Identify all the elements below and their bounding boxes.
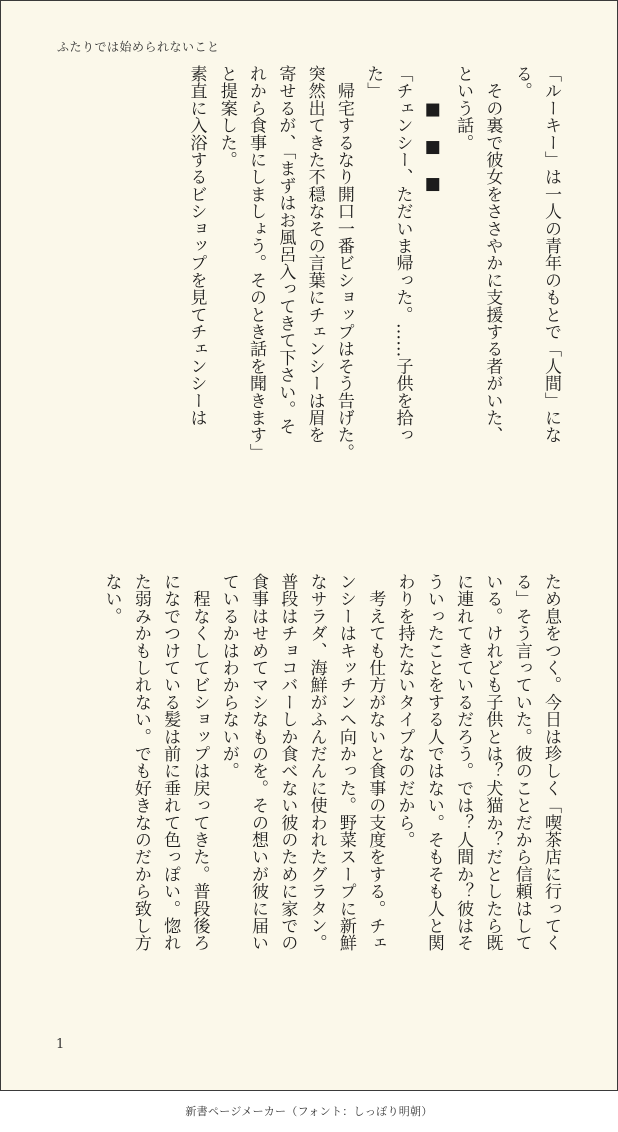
text-line: その裏で彼女をささやかに支援する者がいた、 [482, 65, 503, 444]
text-line: なサラダ、海鮮がふんだんに使われたグラタン。 [306, 573, 327, 952]
text-line: ういったことをする人ではない。そもそも人と関 [423, 573, 444, 952]
page-number: 1 [56, 1037, 65, 1052]
text-line: という話。 [453, 65, 474, 151]
text-column-top [181, 65, 565, 525]
text-line: ているかはわからないが。 [218, 573, 239, 780]
text-line: 素直に入浴するビショップを見てチェンシーは [186, 65, 207, 427]
text-line: に連れてきているだろう。では？人間か？彼はそ [453, 573, 474, 952]
text-line: 「ルーキー」は一人の青年のもとで「人間」にな [541, 65, 561, 444]
text-line: と提案した。 [216, 65, 237, 169]
text-column-bottom [96, 573, 565, 1033]
text-line: になでつけている髪は前に垂れて色っぽい。惚れ [160, 573, 181, 952]
text-line: れから食事にしましょう。そのとき話を聞きます」 [246, 65, 267, 461]
generator-credit: 新書ページメーカー（フォント：しっぽり明朝） [185, 1105, 433, 1118]
text-line: いる。けれども子供とは？犬猫か？だとしたら既 [482, 573, 503, 952]
text-line: る」そう言っていた。彼のことだから信頼はして [511, 573, 532, 952]
text-line: ■ ■ ■ [422, 65, 443, 195]
text-line: ため息をつく。今日は珍しく「喫茶店に行ってく [541, 573, 561, 952]
text-line: 食事はせめてマシなものを。その想いが彼に届い [248, 573, 269, 952]
text-line: ない。 [101, 573, 122, 625]
text-line: た弱みかもしれない。でも好きなのだから致し方 [130, 573, 151, 952]
text-line: わりを持たないタイプなのだから。 [394, 573, 415, 849]
text-line: る。 [511, 65, 532, 100]
text-line: 普段はチョコバーしか食べない彼のために家での [277, 573, 298, 952]
text-line: 「チェンシー、ただいま帰った。……子供を拾っ [392, 65, 413, 444]
text-line: ンシーはキッチンへ向かった。野菜スープに新鮮 [335, 573, 356, 952]
text-line: 突然出てきた不穏なその言葉にチェンシーは眉を [304, 65, 325, 444]
text-line: 寄せるが、「まずはお風呂入ってきて下さい。そ [275, 65, 296, 435]
running-header: ふたりでは始められないこと [57, 40, 220, 54]
text-line: 程なくしてビショップは戻ってきた。普段後ろ [189, 573, 210, 952]
text-line: 帰宅するなり開口一番ビショップはそう告げた。 [333, 65, 354, 461]
text-line: た」 [363, 65, 384, 100]
text-line: 考えても仕方がないと食事の支度をする。チェ [365, 573, 386, 952]
